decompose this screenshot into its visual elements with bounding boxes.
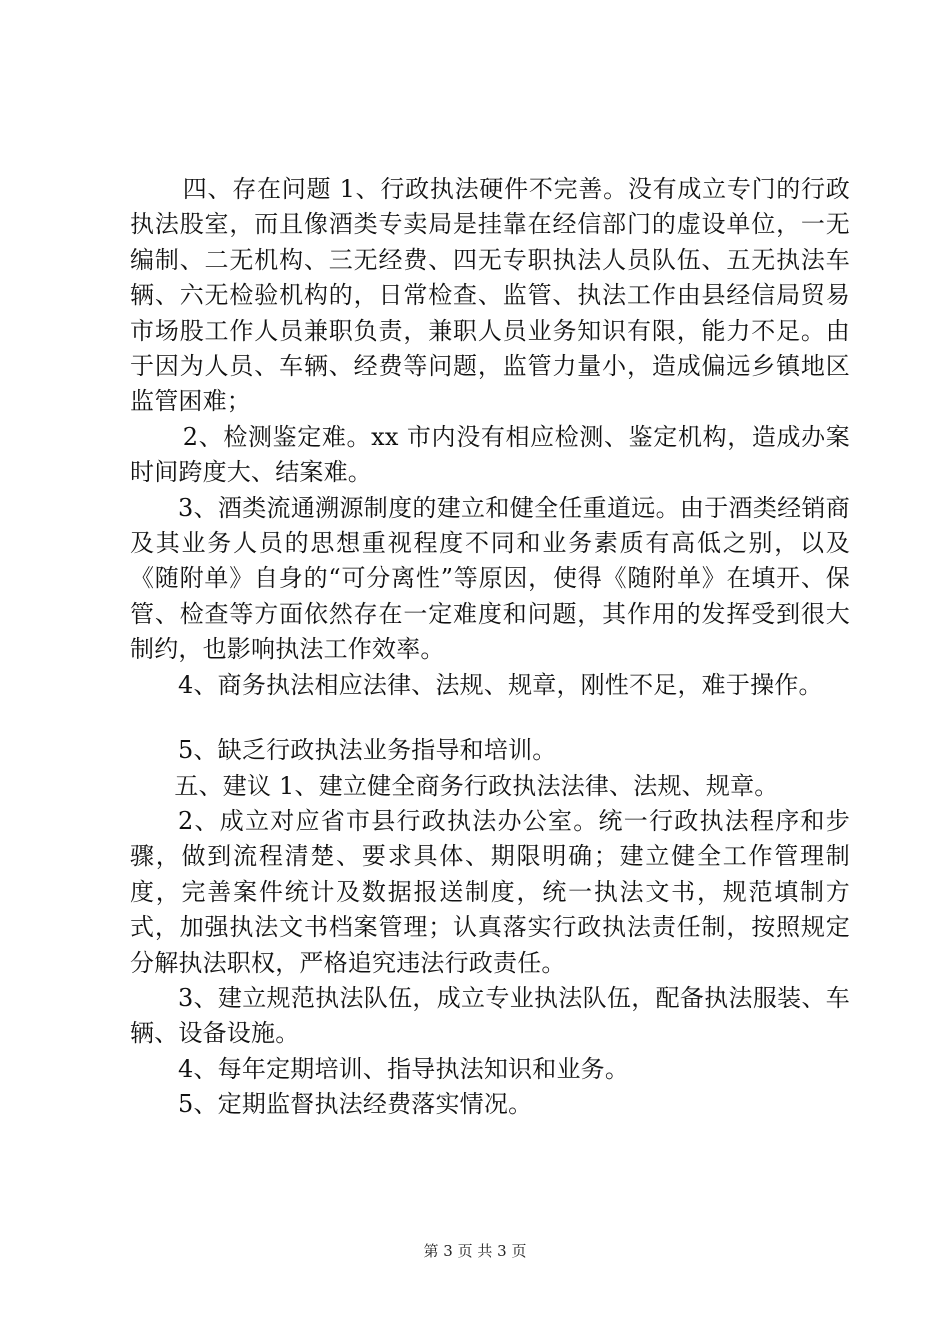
document-body xyxy=(130,172,850,1123)
paragraph-problems-intro: 四、存在问题 1、行政执法硬件不完善。没有成立专门的行政执法股室，而且像酒类专卖局是挂靠在经信部门的虚设单位，一无编制、二无机构、三无经费、四无专职执法人员队伍、五无执法车辆、六无检验机构的，日常检查、监管、执法工作由县经信局贸易市场股工作人员兼职负责，兼职人员业务知识有限，能力不足。由于因为人员、车辆、经费等问题，监管力量小，造成偏远乡镇地区监管困难； xyxy=(130,175,850,416)
paragraph-suggestions-intro: 五、建议 1、建立健全商务行政执法法律、法规、规章。 xyxy=(174,771,779,800)
paragraph-suggestion-3: 3、建立规范执法队伍，成立专业执法队伍，配备执法服装、车辆、设备设施。 xyxy=(130,983,850,1048)
paragraph-suggestion-2: 2、成立对应省市县行政执法办公室。统一行政执法程序和步骤，做到流程清楚、要求具体、期限明确；建立健全工作管理制度，完善案件统计及数据报送制度，统一执法文书，规范填制方式，加强执法文书档案管理；认真落实行政执法责任制，按照规定分解执法职权，严格追究违法行政责任。 xyxy=(130,806,850,977)
paragraph-problem-2: 2、检测鉴定难。xx 市内没有相应检测、鉴定机构，造成办案时间跨度大、结案难。 xyxy=(130,422,850,487)
paragraph-suggestion-5: 5、定期监督执法经费落实情况。 xyxy=(178,1090,533,1119)
page-number-footer: 第 3 页 共 3 页 xyxy=(423,1242,527,1260)
paragraph-problem-3: 3、酒类流通溯源制度的建立和健全任重道远。由于酒类经销商及其业务人员的思想重视程度不同和业务素质有高低之别，以及《随附单》自身的“可分离性”等原因，使得《随附单》在填开、保管、检查等方面依然存在一定难度和问题，其作用的发挥受到很大制约，也影响执法工作效率。 xyxy=(130,493,850,664)
paragraph-suggestion-4: 4、每年定期培训、指导执法知识和业务。 xyxy=(178,1054,630,1083)
paragraph-problem-5: 5、缺乏行政执法业务指导和培训。 xyxy=(178,736,557,765)
paragraph-problem-4: 4、商务执法相应法律、法规、规章，刚性不足，难于操作。 xyxy=(178,670,823,699)
